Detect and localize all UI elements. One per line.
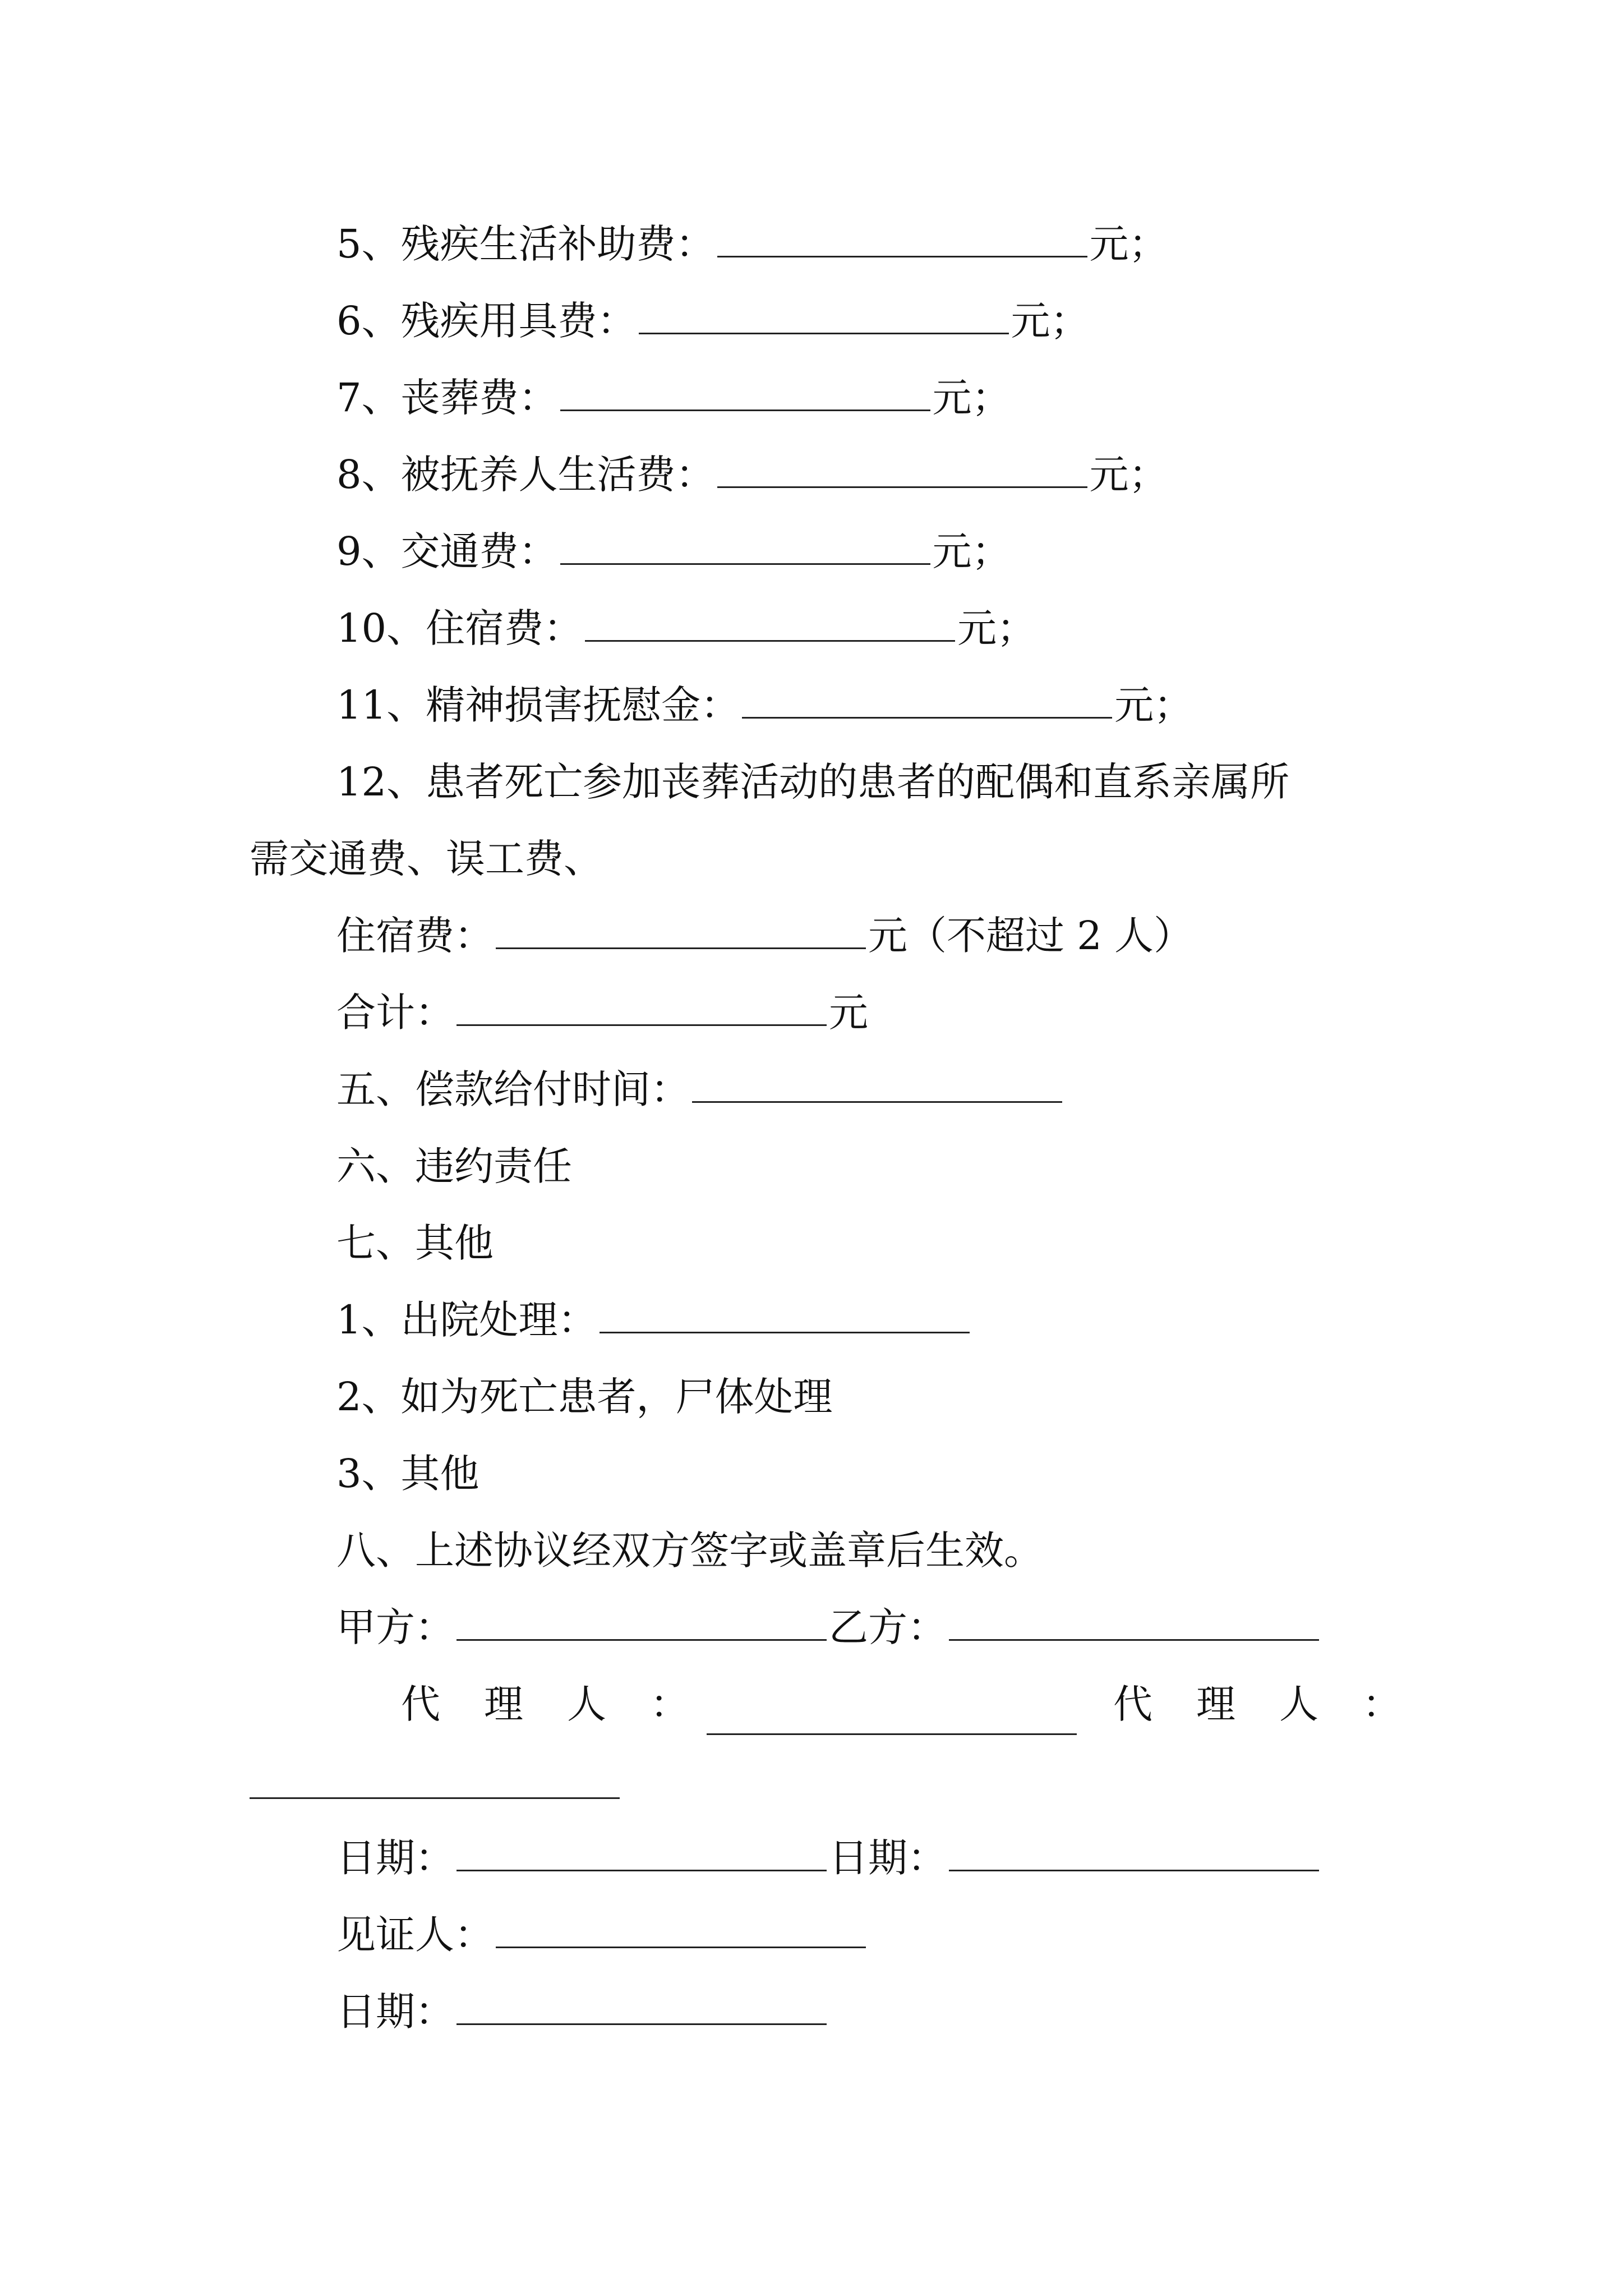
witness-line <box>336 1904 868 1966</box>
item-label: 7、丧葬费： <box>336 375 558 421</box>
total-line <box>336 982 868 1043</box>
item-suffix: 元； <box>932 375 1011 421</box>
fill-blank[interactable] <box>717 452 1087 488</box>
agent-a-blank[interactable] <box>707 1699 1077 1735</box>
item-label: 10、住宿费： <box>336 605 583 651</box>
item-8 <box>336 444 1168 505</box>
fill-blank[interactable] <box>560 375 930 411</box>
section-5 <box>336 1059 1064 1120</box>
date-a-label: 日期： <box>336 1835 454 1881</box>
section-label: 五、偿款给付时间： <box>336 1066 690 1112</box>
party-a-blank[interactable] <box>457 1604 827 1641</box>
item-11 <box>336 674 1193 736</box>
fill-blank[interactable] <box>692 1066 1062 1103</box>
fill-blank[interactable] <box>585 605 955 642</box>
item-label: 6、残疾用具费： <box>336 298 637 344</box>
fill-blank[interactable] <box>457 990 827 1026</box>
item-suffix: 元； <box>1114 682 1193 728</box>
item-label: 9、交通费： <box>336 528 558 574</box>
item-label: 5、残疾生活补助费： <box>336 221 715 267</box>
item-12-line-1: 12、患者死亡参加丧葬活动的患者的配偶和直系亲属所 <box>336 759 1290 805</box>
date-c-label: 日期： <box>336 1989 454 2035</box>
agent-b <box>1113 1673 1445 1735</box>
item-7 <box>336 367 1011 429</box>
party-a-label: 甲方： <box>336 1604 454 1650</box>
other-label: 1、出院处理： <box>336 1297 597 1343</box>
witness-blank[interactable] <box>496 1912 866 1948</box>
item-12-line-3 <box>336 905 1193 967</box>
date-b-blank[interactable] <box>949 1835 1319 1871</box>
item-suffix: 元； <box>957 605 1036 651</box>
item-suffix: 元（不超过 2 人） <box>868 913 1193 959</box>
section-7: 七、其他 <box>336 1220 494 1266</box>
fill-blank[interactable] <box>717 221 1087 257</box>
section-6: 六、违约责任 <box>336 1143 572 1189</box>
item-9 <box>336 521 1011 582</box>
fill-blank[interactable] <box>639 298 1009 334</box>
date-c-blank[interactable] <box>457 1989 827 2025</box>
date-b-label: 日期： <box>829 1835 947 1881</box>
other-3: 3、其他 <box>336 1451 479 1497</box>
item-6 <box>336 290 1090 352</box>
other-2: 2、如为死亡患者，尸体处理 <box>336 1374 833 1420</box>
party-b-label: 乙方： <box>829 1604 947 1650</box>
agent-b-blank[interactable] <box>250 1763 620 1799</box>
item-label: 住宿费： <box>336 913 494 959</box>
item-suffix: 元； <box>932 528 1011 574</box>
total-label: 合计： <box>336 990 454 1036</box>
date-a-blank[interactable] <box>457 1835 827 1871</box>
section-8: 八、上述协议经双方签字或盖章后生效。 <box>336 1527 1043 1573</box>
fill-blank[interactable] <box>496 913 866 949</box>
other-1 <box>336 1289 972 1351</box>
date-line <box>336 1827 1321 1889</box>
item-suffix: 元； <box>1011 298 1090 344</box>
total-suffix: 元 <box>829 990 868 1036</box>
item-suffix: 元； <box>1089 221 1168 267</box>
item-12-line-2: 需交通费、误工费、 <box>250 836 603 882</box>
item-label: 11、精神损害抚慰金： <box>336 682 740 728</box>
item-suffix: 元； <box>1089 452 1168 498</box>
party-line <box>336 1596 1321 1658</box>
agent-b-label: 代理人： <box>1113 1681 1445 1727</box>
item-5 <box>336 213 1168 275</box>
date-c-line <box>336 1981 829 2042</box>
agent-a-label: 代理人： <box>401 1681 733 1727</box>
party-b-blank[interactable] <box>949 1604 1319 1641</box>
fill-blank[interactable] <box>600 1297 970 1333</box>
item-label: 8、被抚养人生活费： <box>336 452 715 498</box>
agent-a <box>401 1673 733 1735</box>
fill-blank[interactable] <box>560 528 930 565</box>
witness-label: 见证人： <box>336 1912 494 1958</box>
item-10 <box>336 597 1036 659</box>
fill-blank[interactable] <box>742 682 1112 719</box>
